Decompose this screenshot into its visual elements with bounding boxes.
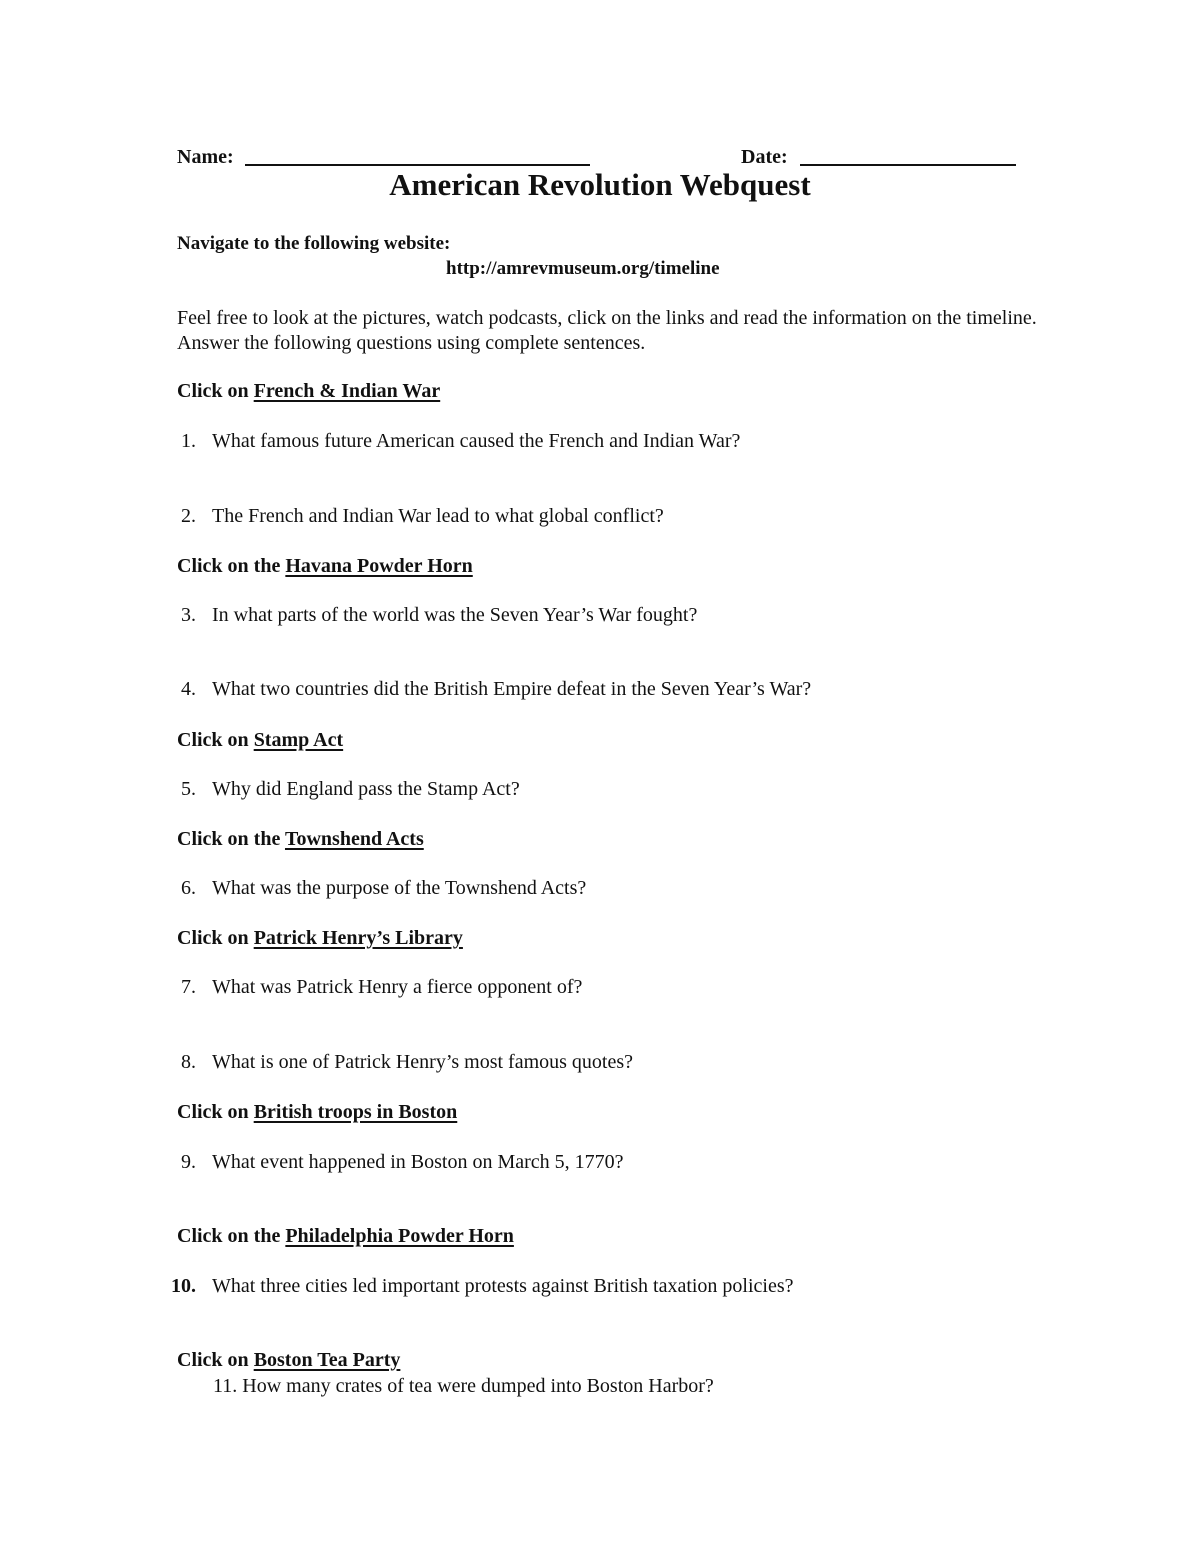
question-item: 10. What three cities led important protests against British taxation policies? — [171, 1275, 794, 1297]
section-heading: Click on French & Indian War — [177, 380, 441, 402]
section-heading: Click on Boston Tea Party — [177, 1349, 401, 1371]
question-text: The French and Indian War lead to what global conflict? — [212, 505, 664, 527]
question-item: 11. How many crates of tea were dumped into Boston Harbor? — [213, 1375, 714, 1397]
question-text: What was the purpose of the Townshend Acts? — [212, 877, 587, 899]
intro-paragraph: Feel free to look at the pictures, watch podcasts, click on the links and read the information on the timeline. Answer the following questions using complete sentences. — [177, 307, 1037, 354]
question-item: 2. The French and Indian War lead to what global conflict? — [181, 505, 664, 527]
link-french-indian-war[interactable]: French & Indian War — [253, 380, 441, 402]
nav-heading: Navigate to the following website: — [177, 233, 451, 254]
question-text: What three cities led important protests against British taxation policies? — [212, 1275, 794, 1297]
link-stamp-act[interactable]: Stamp Act — [253, 729, 344, 751]
name-blank-line[interactable] — [245, 164, 590, 166]
question-text: What famous future American caused the French and Indian War? — [212, 430, 741, 452]
link-townshend-acts[interactable]: Townshend Acts — [284, 828, 424, 850]
question-text: In what parts of the world was the Seven Year’s War fought? — [212, 604, 698, 626]
question-item: 9. What event happened in Boston on March 5, 1770? — [181, 1151, 624, 1173]
question-item: 4. What two countries did the British Empire defeat in the Seven Year’s War? — [181, 678, 812, 700]
question-text: What was Patrick Henry a fierce opponent of? — [212, 976, 583, 998]
section-heading: Click on the Havana Powder Horn — [177, 555, 473, 577]
link-boston-tea-party[interactable]: Boston Tea Party — [253, 1349, 401, 1371]
question-item: 3. In what parts of the world was the Seven Year’s War fought? — [181, 604, 698, 626]
question-item: 5. Why did England pass the Stamp Act? — [181, 778, 520, 800]
date-blank-line[interactable] — [800, 164, 1016, 166]
question-item: 7. What was Patrick Henry a fierce opponent of? — [181, 976, 583, 998]
link-british-troops-in-boston[interactable]: British troops in Boston — [253, 1101, 458, 1123]
question-text: What two countries did the British Empire defeat in the Seven Year’s War? — [212, 678, 812, 700]
date-label: Date: — [741, 146, 788, 168]
page-title: American Revolution Webquest — [389, 167, 811, 202]
question-item: 6. What was the purpose of the Townshend Acts? — [181, 877, 587, 899]
question-text: Why did England pass the Stamp Act? — [212, 778, 520, 800]
question-item: 1. What famous future American caused the French and Indian War? — [181, 430, 741, 452]
link-patrick-henrys-library[interactable]: Patrick Henry’s Library — [253, 927, 463, 949]
section-heading: Click on the Philadelphia Powder Horn — [177, 1225, 514, 1247]
section-heading: Click on British troops in Boston — [177, 1101, 458, 1123]
question-item: 8. What is one of Patrick Henry’s most famous quotes? — [181, 1051, 634, 1073]
website-url[interactable]: http://amrevmuseum.org/timeline — [446, 258, 720, 279]
section-heading: Click on Stamp Act — [177, 729, 344, 751]
section-heading: Click on Patrick Henry’s Library — [177, 927, 463, 949]
name-label: Name: — [177, 146, 234, 168]
question-text: How many crates of tea were dumped into Boston Harbor? — [242, 1375, 714, 1397]
link-havana-powder-horn[interactable]: Havana Powder Horn — [285, 555, 473, 577]
section-heading: Click on the Townshend Acts — [177, 828, 424, 850]
link-philadelphia-powder-horn[interactable]: Philadelphia Powder Horn — [285, 1225, 514, 1247]
question-text: What is one of Patrick Henry’s most famous quotes? — [212, 1051, 634, 1073]
question-text: What event happened in Boston on March 5, 1770? — [212, 1151, 624, 1173]
